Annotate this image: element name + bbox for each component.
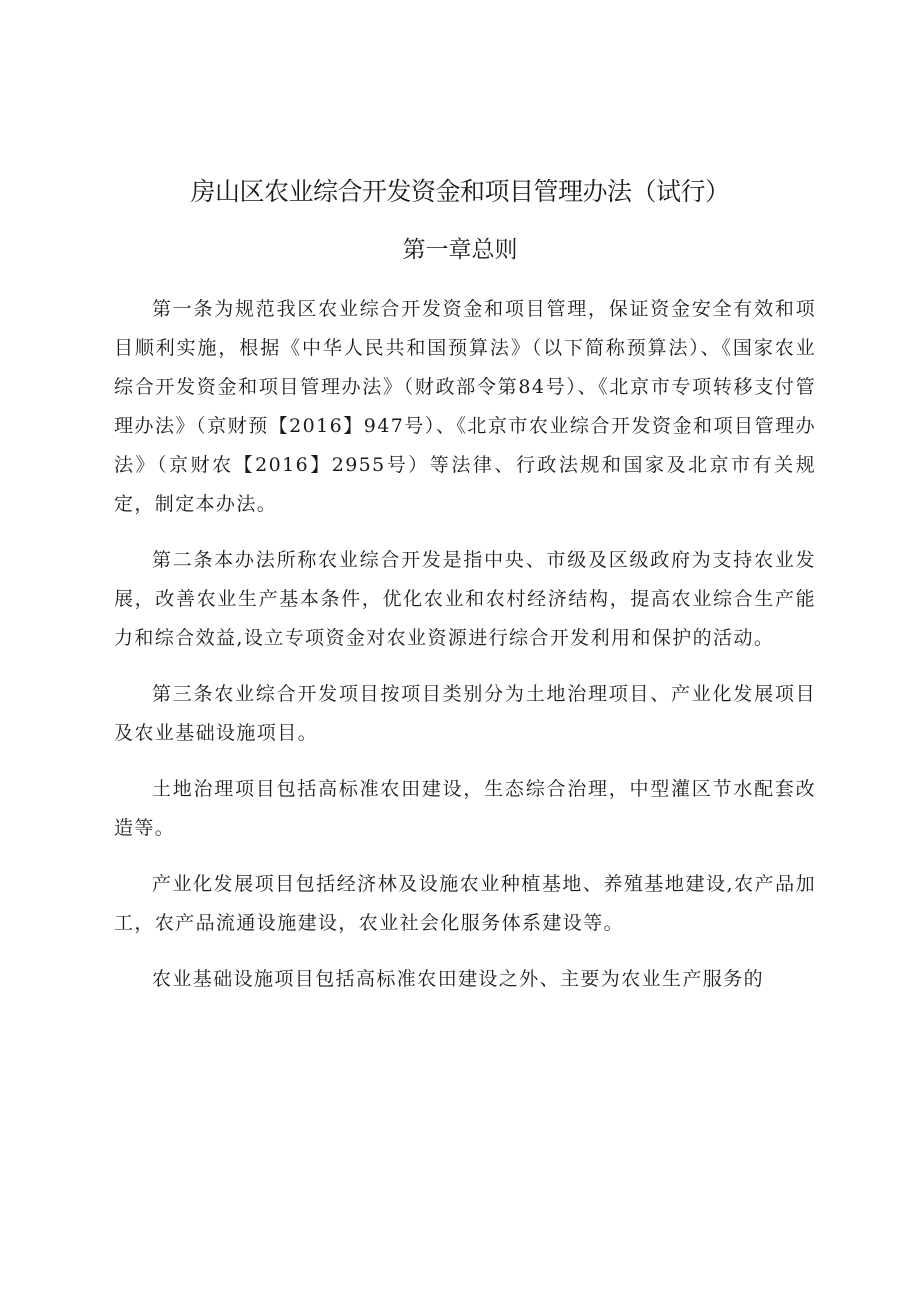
paragraph-industrialization: 产业化发展项目包括经济林及设施农业种植基地、养殖基地建设,农产品加工，农产品流通设施建设，农业社会化服务体系建设等。 [114,873,816,934]
document-title: 房山区农业综合开发资金和项目管理办法（试行） [190,177,730,206]
paragraph-article-2: 第二条本办法所称农业综合开发是指中央、市级及区级政府为支持农业发展，改善农业生产基本条件，优化农业和农村经济结构，提高农业综合生产能力和综合效益,设立专项资金对农业资源进行综合开发利用和保护的活动。 [114,549,816,649]
paragraph-land-governance: 土地治理项目包括高标准农田建设，生态综合治理，中型灌区节水配套改造等。 [114,778,816,839]
document-body [114,290,816,1016]
paragraph-article-3: 第三条农业综合开发项目按项目类别分为土地治理项目、产业化发展项目及农业基础设施项目。 [114,683,816,744]
paragraph-infrastructure: 农业基础设施项目包括高标准农田建设之外、主要为农业生产服务的 [152,968,765,990]
chapter-heading: 第一章总则 [402,237,518,263]
paragraph-article-1: 第一条为规范我区农业综合开发资金和项目管理，保证资金安全有效和项目顺利实施，根据《中华人民共和国预算法》（以下简称预算法）、《国家农业综合开发资金和项目管理办法》（财政部令第84号）、《北京市专项转移支付管理办法》（京财预【2016】947号）、《北京市农业综合开发资金和项目管理办法》（京财农【2016】2955号）等法律、行政法规和国家及北京市有关规定，制定本办法。 [114,298,816,515]
